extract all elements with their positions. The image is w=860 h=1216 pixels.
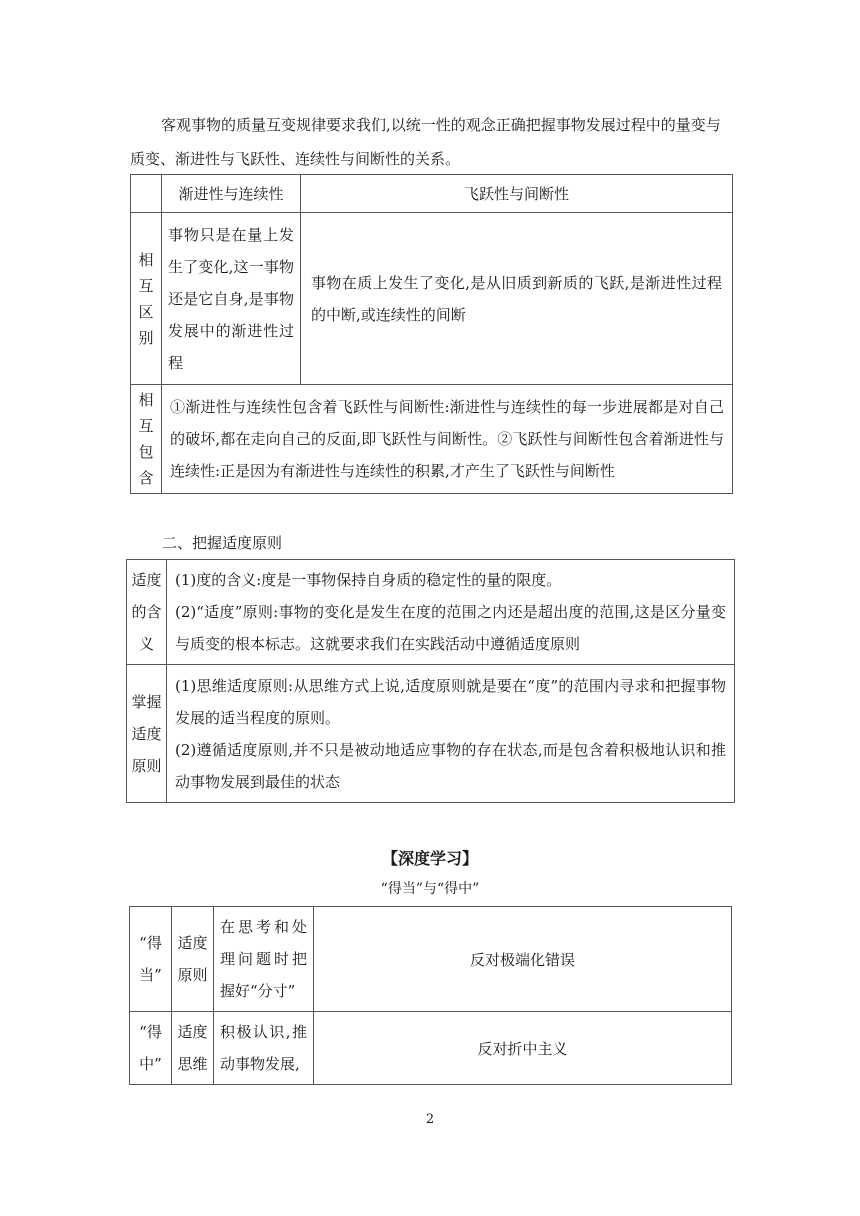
description-cell: 积极认识,推动事物发展, [214,1012,314,1085]
grasp-cell [167,665,735,803]
deep-learning-title: 【深度学习】 [381,849,478,868]
intro-text: 客观事物的质量互变规律要求我们,以统一性的观念正确把握事物发展过程中的量变与质变、渐进性与飞跃性、连续性与间断性的关系。 [130,116,721,168]
table-row [127,665,735,803]
inclusion-cell: ①渐进性与连续性包含着飞跃性与间断性:渐进性与连续性的每一步进展都是对自己的破坏,都在走向自己的反面,即飞跃性与间断性。②飞跃性与间断性包含着渐进性与连续性:正是因为有渐进性与连续性的积累,才产生了飞跃性与间断性 [162,385,733,494]
grasp-following: (2)遵循适度原则,并不只是被动地适应事物的存在状态,而是包含着积极地认识和推动事物发展到最佳的状态 [175,740,726,791]
term-cell: “得中” [130,1012,172,1085]
header-gradual: 渐进性与连续性 [162,175,301,213]
page-number: 2 [425,1112,435,1127]
grasp-thinking: (1)思维适度原则:从思维方式上说,适度原则就是要在“度”的范围内寻求和把握事物发展的适当程度的原则。 [175,676,726,727]
row-label-distinction: 相互区别 [131,213,162,385]
section-title: 二、把握适度原则 [162,534,283,552]
opposes-cell: 反对折中主义 [314,1012,732,1085]
row-label-grasp: 掌握适度原则 [127,665,167,803]
header-leap: 飞跃性与间断性 [301,175,733,213]
row-label-meaning: 适度的含义 [127,560,167,665]
leap-distinction-cell: 事物在质上发生了变化,是从旧质到新质的飞跃,是渐进性过程的中断,或连续性的间断 [301,213,733,385]
row-label-inclusion: 相互包含 [131,385,162,494]
proper-vs-middle-table [129,906,732,1085]
table-row [131,213,733,385]
table-header-row [131,175,733,213]
header-empty-cell [131,175,162,213]
term-cell: “得当” [130,907,172,1012]
table-row [130,1012,732,1085]
description-cell: 在思考和处理问题时把握好“分寸” [214,907,314,1012]
deep-learning-subtitle: “得当”与“得中” [380,881,480,897]
table-row [130,907,732,1012]
meaning-cell [167,560,735,665]
gradual-vs-leap-table [130,174,733,494]
gradual-distinction-cell: 事物只是在量上发生了变化,这一事物还是它自身,是事物发展中的渐进性过程 [162,213,301,385]
moderation-principle-table [126,559,735,803]
intro-paragraph [130,108,732,176]
category-cell: 适度原则 [172,907,214,1012]
table-row [127,560,735,665]
opposes-cell: 反对极端化错误 [314,907,732,1012]
table-row [131,385,733,494]
meaning-definition: (1)度的含义:度是一事物保持自身质的稳定性的量的限度。 [175,571,562,589]
category-cell: 适度思维 [172,1012,214,1085]
meaning-principle: (2)“适度”原则:事物的变化是发生在度的范围之内还是超出度的范围,这是区分量变与质变的根本标志。这就要求我们在实践活动中遵循适度原则 [175,603,726,653]
